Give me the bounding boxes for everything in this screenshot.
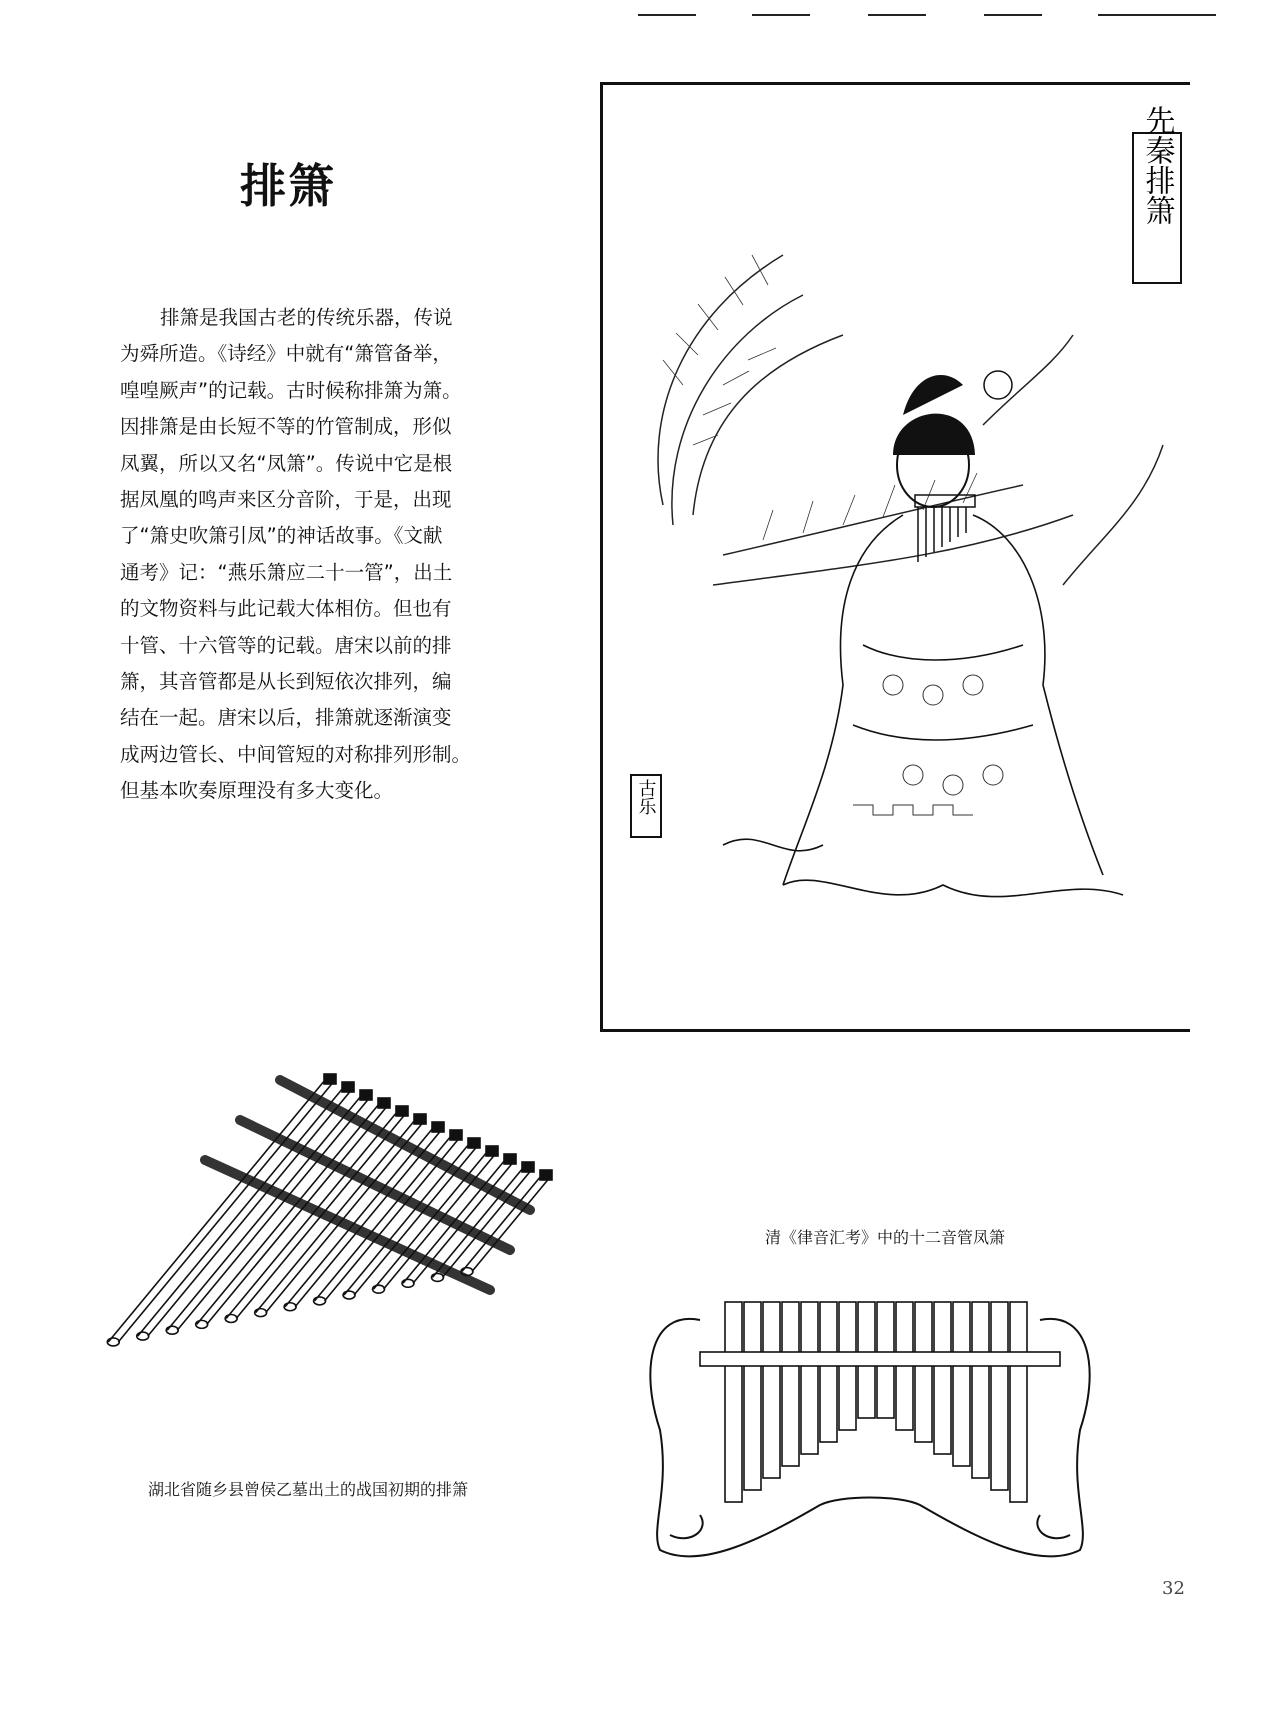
page-title: 排箫 [240, 159, 336, 213]
body-line: 因排箫是由长短不等的竹管制成，形似 [120, 415, 452, 439]
header-rule [1098, 14, 1216, 16]
page-number: 32 [1162, 1578, 1185, 1599]
pipe-cap [522, 1162, 534, 1172]
pipe-cap [396, 1106, 408, 1116]
pipe-line [118, 1080, 335, 1342]
body-line: 箫，其音管都是从长到短依次排列，编 [120, 670, 452, 694]
header-rule [638, 14, 696, 16]
pipe [801, 1302, 818, 1454]
hubei-caption: 湖北省随乡县曾侯乙墓出土的战国初期的排箫 [148, 1480, 469, 1499]
body-line: 了“箫史吹箫引凤”的神话故事。《文献 [120, 524, 443, 548]
body-line: 结在一起。唐宋以后，排箫就逐渐演变 [120, 706, 452, 730]
pipe [782, 1302, 799, 1466]
pipe-cap [360, 1090, 372, 1100]
header-rule [752, 14, 810, 16]
body-paragraph [120, 300, 480, 810]
header-rule [868, 14, 926, 16]
pipe-cap [432, 1122, 444, 1132]
pipe [972, 1302, 989, 1478]
pipe-cap [342, 1082, 354, 1092]
pipe [953, 1302, 970, 1466]
binding-band [700, 1352, 1060, 1366]
pipe-cap [378, 1098, 390, 1108]
qing-caption: 清《律音汇考》中的十二音管凤箫 [765, 1228, 1006, 1247]
body-line: 的文物资料与此记载大体相仿。但也有 [120, 597, 452, 621]
pipe-cap [414, 1114, 426, 1124]
pipe-cap [504, 1154, 516, 1164]
musician-illustration [603, 85, 1190, 1032]
pipe [991, 1302, 1008, 1490]
body-line: 为舜所造。《诗经》中就有“箫管备举， [120, 342, 452, 366]
body-line: 排箫是我国古老的传统乐器，传说 [160, 306, 453, 329]
pipe [915, 1302, 932, 1442]
body-line: 凤翼，所以又名“凤箫”。传说中它是根 [120, 451, 453, 475]
seal-text: 古乐 [635, 779, 657, 815]
pipe-cap [486, 1146, 498, 1156]
pipe-cap [450, 1130, 462, 1140]
pipe [820, 1302, 837, 1442]
pipe-cap [324, 1074, 336, 1084]
body-line: 据凤凰的鸣声来区分音阶，于是，出现 [120, 488, 452, 512]
pipe [1010, 1302, 1027, 1502]
pipe [725, 1302, 742, 1502]
body-line: 通考》记：“燕乐箫应二十一管”，出土 [120, 560, 453, 584]
body-line: 喤喤厥声”的记载。古时候称排箫为箫。 [120, 378, 462, 402]
pipe [934, 1302, 951, 1454]
vertical-label: 先秦排箫 [1139, 105, 1175, 225]
pipe-cap [468, 1138, 480, 1148]
body-line: 十管、十六管等的记载。唐宋以前的排 [120, 633, 452, 657]
zenghouyi-panpipes-drawing [90, 1060, 610, 1470]
header-rule [984, 14, 1042, 16]
illustration-frame [600, 82, 1190, 1032]
pipe-cap [540, 1170, 552, 1180]
body-line: 成两边管长、中间管短的对称排列形制。 [120, 742, 472, 766]
qing-phoenix-panpipes-drawing [640, 1290, 1110, 1580]
pipe [763, 1302, 780, 1478]
body-line: 但基本吹奏原理没有多大变化。 [120, 779, 394, 803]
pipe [744, 1302, 761, 1490]
